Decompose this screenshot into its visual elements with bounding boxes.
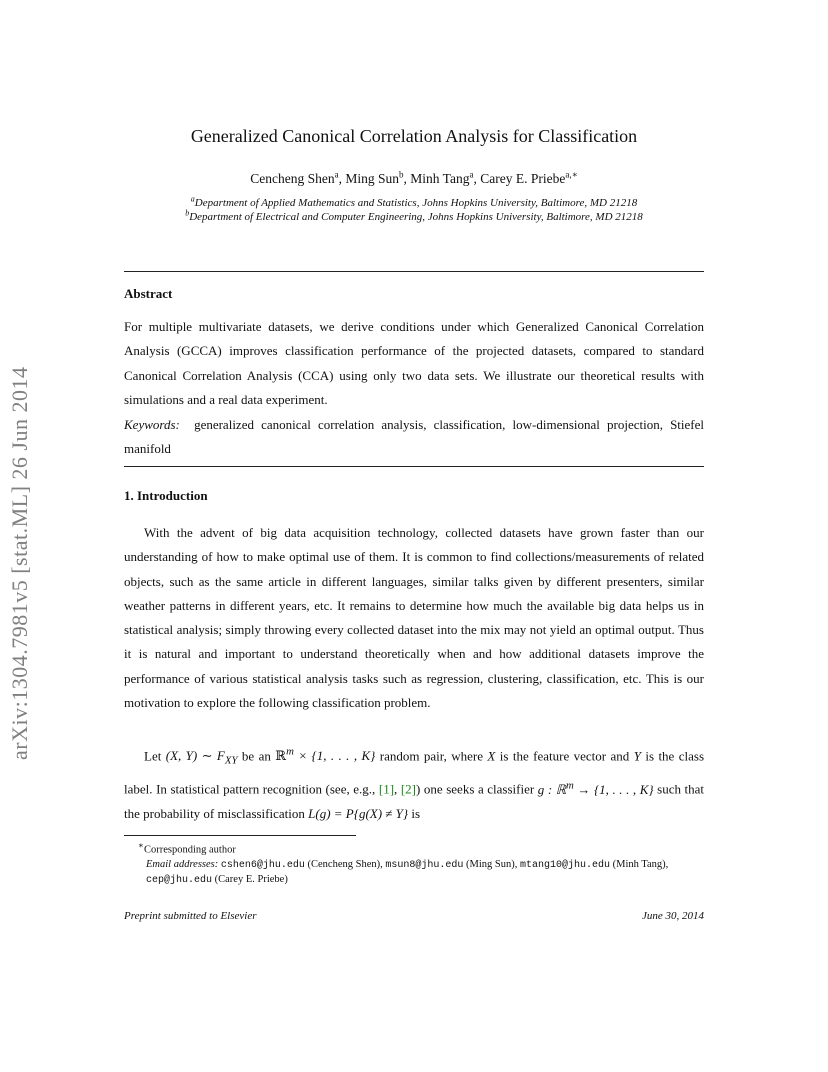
author-affiliation-mark: a (469, 169, 474, 180)
abstract-heading: Abstract (124, 286, 173, 301)
math-inline (275, 748, 375, 763)
affiliation-line (124, 210, 704, 224)
footnote-emails: Email addresses: cshen6@jhu.edu (Cencheng Shen), msun8@jhu.edu (Ming Sun), mtang10@jhu.edu (Minh Tang), cep@jhu.edu (Carey E. Priebe) (146, 858, 669, 886)
keywords (124, 413, 704, 462)
email-owner: (Carey E. Priebe) (214, 873, 288, 885)
affiliations (124, 196, 704, 224)
math-inline (537, 779, 654, 797)
text-run: is the feature vector and (495, 748, 634, 764)
text-run: random pair, where (375, 748, 488, 764)
math-subscript: XY (224, 754, 238, 767)
preprint-date: June 30, 2014 (641, 910, 704, 922)
intro-paragraph-2 (124, 740, 704, 826)
math-inline: L(g) = P{g(X) ≠ Y} (308, 805, 409, 821)
text-run: is the class label. In statistical pattern recognition (see, e.g., (124, 748, 704, 797)
text-run: Let (144, 748, 166, 764)
author-name: Minh Tang (410, 171, 470, 186)
author-name: Ming Sun (345, 171, 400, 186)
text-run: ) one seeks a classifier (416, 781, 538, 797)
text-run: such that the probability of misclassification (124, 781, 705, 821)
keywords-text: generalized canonical correlation analysis, classification, low-dimensional projection, Stiefel manifold (124, 417, 704, 457)
math-run: × {1, . . . , K} (293, 748, 376, 764)
email-link[interactable]: mtang10@jhu.edu (519, 859, 610, 871)
author-affiliation-mark: a (334, 169, 339, 180)
math-run: (X, Y) ∼ F (165, 748, 225, 764)
footnote-rule (124, 835, 356, 836)
math-superscript: m (566, 779, 574, 792)
email-owner: (Ming Sun) (466, 858, 515, 870)
email-link[interactable]: msun8@jhu.edu (385, 859, 464, 871)
footnote-text: Corresponding author (143, 844, 236, 856)
email-owner: (Cencheng Shen) (307, 858, 381, 870)
preprint-note: Preprint submitted to Elsevier (124, 910, 257, 922)
email-label: Email addresses: (146, 858, 219, 870)
affiliation-line (124, 196, 704, 210)
abstract-top-rule (124, 271, 704, 272)
arxiv-identifier: arXiv:1304.7981v5 [stat.ML] 26 Jun 2014 (7, 366, 32, 760)
text-run: , (394, 781, 401, 797)
affiliation-text: Department of Electrical and Computer Engineering, Johns Hopkins University, Baltimore, MD 21218 (189, 211, 643, 223)
math-run: → {1, . . . , K} (573, 781, 654, 797)
author-affiliation-mark: a,∗ (565, 169, 578, 180)
math-run: ℝ (275, 748, 287, 764)
math-superscript: m (286, 746, 294, 758)
affiliation-mark: a (190, 194, 195, 204)
author-name: Carey E. Priebe (480, 171, 566, 186)
footnote-corresponding (124, 838, 704, 858)
affiliation-text: Department of Applied Mathematics and Statistics, Johns Hopkins University, Baltimore, MD 21218 (194, 197, 638, 209)
arxiv-stamp (0, 290, 56, 760)
affiliation-mark: b (185, 208, 190, 218)
email-owner: (Minh Tang) (612, 858, 666, 870)
intro-paragraph-1: With the advent of big data acquisition technology, collected datasets have grown faster than our understanding of how to make optimal use of them. It is common to find collections/measurements of related objects, such as the same article in different languages, similar talks given by different presenters, similar weather patterns in different years, etc. It remains to determine how much the available big data helps us in statistical analysis; simply throwing every collected dataset into the mix may not yield an optimal output. Thus it is natural and important to understand theoretically when and how additional datasets improve the performance of various statistical analysis tasks such as regression, clustering, classification, etc. This is our motivation to explore the following classification problem. (124, 525, 704, 711)
math-inline: Y (633, 748, 641, 764)
text-run: be an (237, 748, 276, 764)
citation-link[interactable]: [2] (400, 781, 417, 797)
email-link[interactable]: cshen6@jhu.edu (220, 859, 305, 871)
email-link[interactable]: cep@jhu.edu (146, 874, 213, 886)
keywords-label: Keywords: (124, 417, 180, 432)
math-inline (165, 748, 238, 767)
footnote-mark: ∗ (138, 840, 144, 850)
abstract-text: For multiple multivariate datasets, we derive conditions under which Generalized Canonical Correlation Analysis (GCCA) improves classification performance of the projected datasets, compared to standard Canonical Correlation Analysis (CCA) using only two data sets. We illustrate our theoretical results with simulations and a real data experiment. (124, 319, 704, 407)
abstract-bottom-rule (124, 466, 704, 467)
math-inline: X (487, 748, 496, 764)
author-list: Cencheng Shen$^a$, Ming Sun$^b$, Minh Tang$^a$, Carey E. Priebe$^{a,∗}$ (250, 169, 578, 186)
footnote (124, 838, 704, 888)
paper-title: Generalized Canonical Correlation Analysis for Classification (190, 126, 638, 146)
math-run: g : ℝ (537, 781, 567, 797)
citation-link[interactable]: [1] (378, 781, 395, 797)
author-name: Cencheng Shen (250, 171, 335, 186)
author-affiliation-mark: b (399, 169, 404, 180)
text-run: is (408, 805, 421, 821)
section-heading: 1. Introduction (124, 488, 208, 503)
